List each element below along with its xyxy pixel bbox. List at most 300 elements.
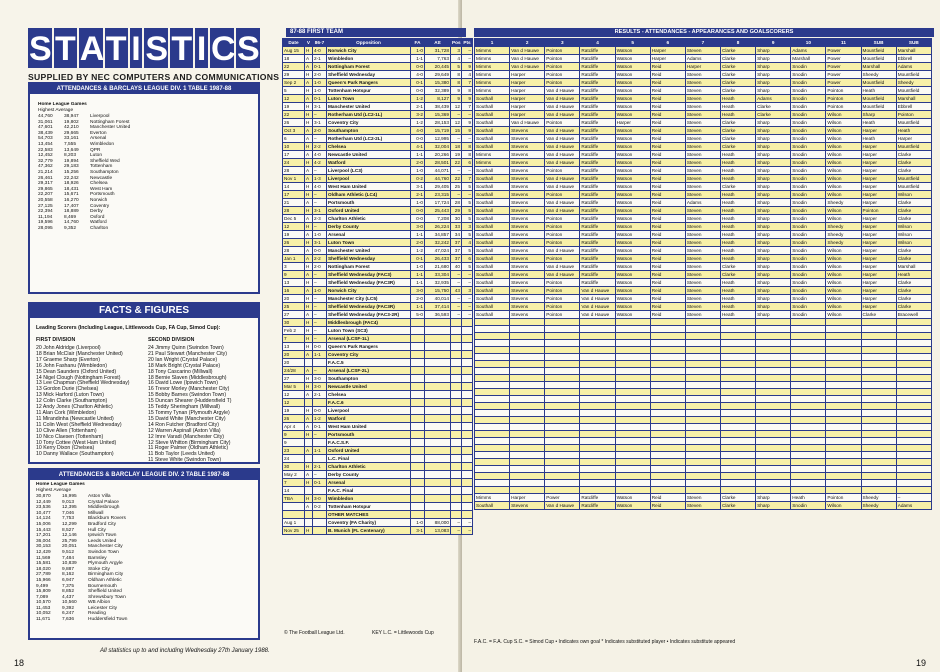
attendance: 8,127 — [425, 95, 451, 103]
last-season — [313, 487, 327, 495]
lineup-player: Snodin — [791, 207, 826, 215]
lineup-row — [475, 239, 932, 247]
scorer-item: 10 Tony Cottee (West Ham United) — [36, 439, 117, 446]
lineup-player: Sheedy — [861, 502, 896, 510]
lineup-player — [545, 452, 580, 459]
lineup-player — [650, 452, 685, 459]
lineup-player: Pointon — [545, 223, 580, 231]
lineup-player — [650, 375, 685, 382]
lineup-player — [861, 319, 896, 326]
lineup-player: Snodin — [791, 87, 826, 95]
match-date: 13 — [283, 279, 305, 287]
lineup-player — [545, 389, 580, 396]
average-attendance: 25,799 — [62, 538, 77, 544]
lineup-player: Clarke — [896, 199, 931, 207]
team-name: Millwall — [88, 510, 104, 516]
lineup-player: Snodin — [791, 191, 826, 199]
lineup-player: Wilson — [826, 502, 861, 510]
lineup-player: Heath — [720, 151, 755, 159]
lineup-player: Watson — [615, 183, 650, 191]
lineup-player: Stevens — [510, 127, 545, 135]
lineup-player: Ratcliffe — [580, 494, 615, 502]
lineup-player: Southall — [475, 215, 510, 223]
lineup-player — [510, 438, 545, 445]
lineup-player: Watson — [615, 63, 650, 71]
lineup-player: Clarke — [720, 183, 755, 191]
lineup-player: Snodin — [791, 255, 826, 263]
lineup-player: Southall — [475, 167, 510, 175]
lineup-player — [475, 424, 510, 431]
attendance: 17,724 — [425, 199, 451, 207]
points — [462, 455, 473, 463]
lineup-player: Sharp — [756, 127, 791, 135]
attendance — [425, 447, 451, 455]
lineup-player — [685, 445, 720, 452]
lineup-row — [475, 389, 932, 396]
match-date: May 2 — [283, 471, 305, 479]
average-attendance: 7,046 — [62, 510, 75, 516]
match-date: 25 — [283, 303, 305, 311]
lineup-player — [580, 340, 615, 347]
lineup-player: Harper — [510, 494, 545, 502]
lineup-player — [580, 473, 615, 480]
match-date: 26 — [283, 415, 305, 423]
last-season — [313, 455, 327, 463]
lineup-player: Stevens — [510, 287, 545, 295]
position: 40 — [451, 263, 462, 271]
lineup-player: Sharp — [756, 279, 791, 287]
lineup-row — [475, 103, 932, 111]
lineup-player — [650, 403, 685, 410]
fa-score — [411, 439, 425, 447]
points — [462, 351, 473, 359]
highest-attendance: 12,429 — [36, 549, 51, 555]
position — [451, 415, 462, 423]
scorer-item: 24 Jimmy Quinn (Swindon Town) — [148, 345, 224, 351]
opposition: Arsenal (LCSF-1L) — [327, 335, 411, 343]
lineup-player: Southall — [475, 127, 510, 135]
lineup-player: Watson — [615, 47, 650, 55]
lineup-player: Stevens — [510, 159, 545, 167]
points — [462, 503, 473, 511]
match-date: 30 — [283, 319, 305, 327]
lineup-player: Ratcliffe — [580, 263, 615, 271]
average-attendance: 6,247 — [62, 611, 75, 617]
opposition: Southampton — [327, 127, 411, 135]
venue: A — [305, 231, 313, 239]
lineup-player: Southall — [475, 175, 510, 183]
lineup-player — [756, 375, 791, 382]
opposition: Liverpool (LC3) — [327, 167, 411, 175]
lineup-player — [615, 319, 650, 326]
fixture-row — [283, 135, 473, 143]
scorer-item: 21 Paul Stewart (Manchester City) — [148, 350, 227, 357]
lineup-player — [756, 396, 791, 403]
lineup-player: Clarke — [720, 71, 755, 79]
match-date: 7 — [283, 335, 305, 343]
lineup-col-header: 9 — [756, 39, 791, 47]
lineup-player: Wilson — [896, 191, 931, 199]
lineup-player — [896, 431, 931, 438]
lineup-player — [510, 389, 545, 396]
lineup-player: Clarke — [861, 311, 896, 319]
lineup-player: Clarke — [720, 143, 755, 151]
lineup-player: Heath — [720, 175, 755, 183]
lineup-player: Steven — [685, 79, 720, 87]
lineup-player — [615, 340, 650, 347]
fixture-row — [283, 319, 473, 327]
fixture-row — [283, 263, 473, 271]
lineup-player: Wilson — [826, 111, 861, 119]
opposition: Sheffield Wednesday (FAC3-2R) — [327, 311, 411, 319]
venue: H — [305, 375, 313, 383]
opposition: Middlesbrough (FAC4) — [327, 319, 411, 327]
lineup-player — [545, 319, 580, 326]
attendance: 26,224 — [425, 223, 451, 231]
lineup-player — [720, 347, 755, 354]
lineup-player: Adams — [896, 502, 931, 510]
points: – — [462, 55, 473, 63]
lineup-player: Watson — [615, 87, 650, 95]
position: 37 — [451, 239, 462, 247]
scorer-item: 12 Colin Clarke (Southampton) — [36, 398, 108, 405]
lineup-player — [545, 326, 580, 333]
lineup-player — [896, 466, 931, 473]
lineup-player: Watson — [615, 215, 650, 223]
fixture-row — [283, 71, 473, 79]
last-season: – — [313, 471, 327, 479]
lineup-player: Sharp — [756, 143, 791, 151]
lineup-player — [791, 452, 826, 459]
highest-attendance: 11,569 — [36, 555, 51, 561]
venue: H — [305, 87, 313, 95]
lineup-player: Snodin — [791, 143, 826, 151]
venue: A — [305, 55, 313, 63]
fixture-row — [283, 223, 473, 231]
venue: H — [305, 431, 313, 439]
match-date: 18 — [283, 55, 305, 63]
lineup-player: Adams — [896, 63, 931, 71]
lineup-player: Stevens — [510, 311, 545, 319]
lineup-player — [475, 396, 510, 403]
lineup-player — [475, 326, 510, 333]
fixture-row — [283, 247, 473, 255]
lineup-row — [475, 333, 932, 340]
fixture-row — [283, 447, 473, 455]
opposition: Sheffield Wednesday — [327, 255, 411, 263]
match-date: 24 — [283, 455, 305, 463]
lineup-player: Harper — [861, 175, 896, 183]
lineup-player: Sharp — [756, 55, 791, 63]
points — [462, 327, 473, 335]
lineup-player — [580, 452, 615, 459]
team-name: Tottenham — [90, 164, 113, 170]
lineup-player — [720, 319, 755, 326]
fixture-row — [283, 367, 473, 375]
last-season: – — [313, 167, 327, 175]
venue: A — [305, 287, 313, 295]
lineup-player: Sharp — [756, 167, 791, 175]
lineup-player — [615, 389, 650, 396]
page-number-right: 19 — [915, 658, 926, 668]
team-name: Manchester City — [88, 544, 123, 550]
match-date: 14 — [283, 487, 305, 495]
scorer-item: 14 Nigel Clough (Nottingham Forest) — [36, 374, 121, 381]
lineup-player — [650, 445, 685, 452]
lineup-player: Heath — [896, 127, 931, 135]
lineup-player: Heath — [861, 119, 896, 127]
fa-score: 0-1 — [411, 79, 425, 87]
lineup-player: Clarke — [896, 303, 931, 311]
attendance: 36,593 — [425, 311, 451, 319]
last-season: 0-1 — [313, 479, 327, 487]
lineup-player — [720, 389, 755, 396]
last-season: 1-0 — [313, 287, 327, 295]
lineup-player: Ratcliffe — [580, 63, 615, 71]
lineup-player: Wilson — [826, 127, 861, 135]
position: 22 — [451, 175, 462, 183]
lineup-player: Mountfield — [861, 103, 896, 111]
lineup-player — [510, 487, 545, 494]
lineup-player: Heath — [720, 215, 755, 223]
lineup-player: Mimms — [475, 151, 510, 159]
last-season: 0-0 — [313, 343, 327, 351]
opposition: Southampton — [327, 375, 411, 383]
lineup-player: Steven — [685, 223, 720, 231]
attendance: 7,763 — [425, 55, 451, 63]
opposition: Sheffield Wednesday (FAC3R) — [327, 303, 411, 311]
lineup-player — [756, 466, 791, 473]
points: 4 — [462, 71, 473, 79]
average-attendance: 15,256 — [64, 169, 79, 175]
average-attendance: 33,161 — [64, 136, 79, 142]
lineup-player — [720, 368, 755, 375]
average-attendance: 29,183 — [64, 164, 79, 170]
lineup-player — [580, 361, 615, 368]
lineup-player: Ratcliffe — [580, 191, 615, 199]
lineup-player — [685, 347, 720, 354]
fa-score: 1-1 — [411, 271, 425, 279]
lineup-player: Wilson — [826, 215, 861, 223]
lineup-player: Heath — [720, 223, 755, 231]
match-date: 3 — [283, 263, 305, 271]
attendance: 32,389 — [425, 87, 451, 95]
lineup-player: Reid — [650, 199, 685, 207]
lineup-player — [650, 333, 685, 340]
position — [451, 447, 462, 455]
lineup-player: Southall — [475, 95, 510, 103]
lineup-player: Harper — [861, 143, 896, 151]
lineup-row — [475, 417, 932, 424]
lineup-player: Sharp — [756, 502, 791, 510]
points: – — [462, 303, 473, 311]
last-season: 1-2 — [313, 415, 327, 423]
lineup-player: Sharp — [756, 71, 791, 79]
lineup-player: Watson — [615, 295, 650, 303]
match-date — [283, 511, 305, 519]
venue: H — [305, 143, 313, 151]
lineup-row — [475, 55, 932, 63]
fa-score: 3-2 — [411, 111, 425, 119]
position — [451, 439, 462, 447]
lineup-player — [615, 424, 650, 431]
facts-intro: Leading Scorers (Including League, Littlewoods Cup, FA Cup, Simod Cup): — [36, 325, 221, 331]
points — [462, 391, 473, 399]
points: 7 — [462, 79, 473, 87]
team-name: Manchester United — [90, 125, 131, 131]
fa-score: 1-2 — [411, 95, 425, 103]
lineup-player: Wilson — [826, 119, 861, 127]
lineup-player — [650, 347, 685, 354]
lineup-player: Southall — [475, 135, 510, 143]
lineup-player — [756, 431, 791, 438]
highest-attendance: 30,870 — [36, 494, 51, 499]
lineup-row — [475, 311, 932, 319]
attendance: 21,680 — [425, 263, 451, 271]
lineup-player: Reid — [650, 87, 685, 95]
match-date: 28 — [283, 167, 305, 175]
lineup-player: Steven — [685, 183, 720, 191]
lineup-player — [826, 368, 861, 375]
lineup-player: Adams — [791, 47, 826, 55]
highest-attendance: 38,439 — [38, 130, 53, 136]
lineup-player: Mimms — [475, 63, 510, 71]
position — [451, 479, 462, 487]
lineup-player: Ratcliffe — [580, 71, 615, 79]
scorer-item: 11 Colin West (Sheffield Wednesday) — [36, 421, 122, 428]
lineup-player: Van d Hauwe — [545, 183, 580, 191]
lineup-player: Wilson — [826, 159, 861, 167]
lineup-player — [826, 417, 861, 424]
lineup-player — [685, 396, 720, 403]
venue: A — [305, 351, 313, 359]
points: 5 — [462, 247, 473, 255]
match-date: Apr 4 — [283, 423, 305, 431]
lineup-player: Stevens — [510, 231, 545, 239]
average-attendance: 12,395 — [62, 505, 77, 511]
lineup-player — [896, 438, 931, 445]
attendance: 44,071 — [425, 167, 451, 175]
lineup-player — [861, 431, 896, 438]
lineup-player: Snodin — [791, 303, 826, 311]
fixture-row — [283, 87, 473, 95]
lineup-player — [475, 487, 510, 494]
lineup-player: Van d Hauwe — [545, 127, 580, 135]
lineup-player: Steven — [685, 127, 720, 135]
lineup-player: Snodin — [791, 271, 826, 279]
lineup-player: Steven — [685, 215, 720, 223]
lineup-player — [791, 361, 826, 368]
lineup-player: Stevens — [510, 303, 545, 311]
opposition: F.A.C.6 — [327, 399, 411, 407]
position — [451, 391, 462, 399]
lineup-player — [720, 487, 755, 494]
scorer-item: 11 Roger Palmer (Oldham Athletic) — [148, 445, 229, 452]
lineup-player — [826, 445, 861, 452]
lineup-player — [720, 417, 755, 424]
fixtures-header-row — [283, 39, 473, 47]
points: 8 — [462, 151, 473, 159]
lineup-col-header: 5 — [615, 39, 650, 47]
team-name: Norwich — [90, 197, 108, 203]
position: 22 — [451, 159, 462, 167]
team-name: Shrewsbury Town — [88, 594, 126, 600]
scorer-item: 18 Tony Cascarino (Millwall) — [148, 368, 213, 375]
lineup-player: Harper — [861, 215, 896, 223]
title-letter: S — [29, 30, 52, 68]
match-date: 28 — [283, 207, 305, 215]
venue: A — [305, 255, 313, 263]
highest-attendance: 15,809 — [36, 589, 51, 595]
last-season: 0-0 — [313, 407, 327, 415]
fixtures-col-header: Pos — [452, 40, 461, 45]
lineup-player: Harper — [861, 239, 896, 247]
lineup-player: Clarke — [720, 127, 755, 135]
lineup-player — [615, 333, 650, 340]
opposition: Charlton Athletic — [327, 215, 411, 223]
lineup-player — [861, 382, 896, 389]
lineup-player: Snodin — [791, 79, 826, 87]
match-date: 12 — [283, 223, 305, 231]
lineup-player: Steven — [685, 143, 720, 151]
lineup-player: Watson — [615, 127, 650, 135]
fa-score — [411, 503, 425, 511]
team-name: Barnsley — [88, 555, 107, 561]
fa-score: 1-1 — [411, 55, 425, 63]
lineup-player: Power — [826, 55, 861, 63]
lineup-player: Snodin — [791, 247, 826, 255]
lineup-player — [580, 459, 615, 466]
average-attendance: 8,852 — [62, 589, 75, 595]
lineup-player: Heath — [720, 207, 755, 215]
facts-header: FACTS & FIGURES — [30, 304, 258, 318]
lineup-row — [475, 445, 932, 452]
lineup-player: Watson — [615, 287, 650, 295]
attendance — [425, 399, 451, 407]
position: 9 — [451, 95, 462, 103]
lineup-player: Stevens — [510, 502, 545, 510]
last-season — [313, 519, 327, 527]
scorer-item: 11 Steve White (Swindon Town) — [148, 457, 222, 464]
highest-attendance: 30,153 — [36, 544, 51, 550]
fixtures-col-header: Opposition — [327, 39, 411, 47]
lineup-player: Steven — [685, 95, 720, 103]
team-name: Plymouth Argyle — [88, 561, 123, 567]
lineup-player: Ratcliffe — [580, 111, 615, 119]
highest-attendance: 28,095 — [38, 225, 53, 231]
title-letter: T — [105, 30, 127, 68]
lineup-row — [475, 403, 932, 410]
lineup-row — [475, 452, 932, 459]
highest-attendance: 22,207 — [38, 192, 53, 198]
lineup-player: Stevens — [510, 191, 545, 199]
lineup-player: Mountfield — [861, 47, 896, 55]
lineup-player: Sharp — [756, 263, 791, 271]
venue: A — [305, 95, 313, 103]
lineup-player: Sharp — [756, 87, 791, 95]
lineup-player: Watson — [615, 494, 650, 502]
lineup-player — [896, 452, 931, 459]
lineup-player: Reid — [650, 295, 685, 303]
lineup-player — [756, 354, 791, 361]
lineup-player — [826, 431, 861, 438]
supplied-by: SUPPLIED BY NEC COMPUTERS AND COMMUNICATIONS — [28, 72, 280, 82]
lineup-player — [861, 424, 896, 431]
scorer-item: 18 Mark Bright (Crystal Palace) — [148, 362, 221, 369]
lineup-player — [791, 431, 826, 438]
lineup-player — [896, 410, 931, 417]
lineup-player: Reid — [650, 287, 685, 295]
